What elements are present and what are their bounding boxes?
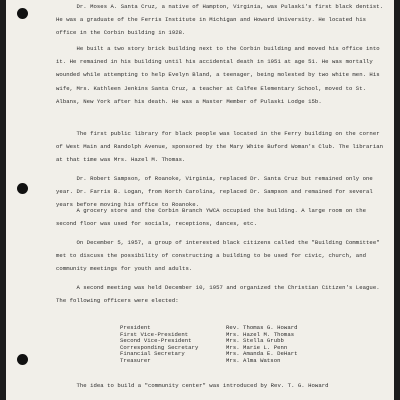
document-page [6,0,394,400]
officer-role: First Vice-President [120,330,189,338]
officer-name: Mrs. Alma Watson [226,356,281,364]
officer-name: Rev. Thomas G. Howard [226,324,298,331]
paragraph-closing: The idea to build a "community center" was introduced by Rev. T. G. Howard [56,382,329,389]
officer-role: Second Vice-President [120,337,192,345]
binder-hole [17,354,28,365]
paragraph-sampson: Dr. Robert Sampson, of Roanoke, Virginia, replaced Dr. Santa Cruz but remained only one year. Dr. Farris B. Logan, from North Carolina, replaced Dr. Sampson and remained for several years before moving his office to Roanoke. [56,175,373,209]
officer-role: President [120,324,151,331]
officer-row [120,358,360,365]
paragraph-building: He built a two story brick building next to the Corbin building and moved his office into it. He remained in his building until his accidental death in 1951 at age 51. He was mortally wounded while attempting to help Evelyn Bland, a teenager, being molested by two white men. His wife, Mrs. Kathleen Jenkins Santa Cruz, a teacher at Calfee Elementary School, moved to St. Albans, New York after his death. He was a Master Member of Pulaski Lodge 15b. [56,45,380,105]
officer-name: Mrs. Hazel M. Thomas [226,330,295,338]
paragraph-santa-cruz: Dr. Moses A. Santa Cruz, a native of Hampton, Virginia, was Pulaski's first black dentist. He was a graduate of the Ferris Institute in Michigan and Howard University. He located his office in the Corbin building in 1928. [56,3,384,37]
paragraph-committee: On December 5, 1957, a group of interested black citizens called the "Building Committee" met to discuss the possibility of constructing a building to be used for civic, church, and community meetings for youth and adults. [56,239,380,273]
officer-name: Mrs. Stella Grubb [226,337,284,345]
officer-name: Mrs. Amanda E. DeHart [226,350,298,358]
paragraph-ywca: A grocery store and the Corbin Branch YWCA occupied the building. A large room on the second floor was used for socials, receptions, dances, etc. [56,207,367,228]
officer-role: Corresponding Secretary [120,343,199,351]
binder-hole [17,8,28,19]
officer-role: Treasurer [120,356,151,364]
officer-role: Financial Secretary [120,350,185,358]
officers-list [120,325,360,365]
officer-name: Mrs. Marie L. Penn [226,343,288,351]
paragraph-library: The first public library for black people was located in the Ferry building on the corner of West Main and Randolph Avenue, sponsored by the Mary White Buford Woman's Club. The librarian at that time was Mrs. Hazel M. Thomas. [56,130,384,164]
binder-hole [17,183,28,194]
paragraph-league: A second meeting was held December 10, 1957 and organized the Christian Citizen's League. The following officers were elected: [56,284,380,305]
